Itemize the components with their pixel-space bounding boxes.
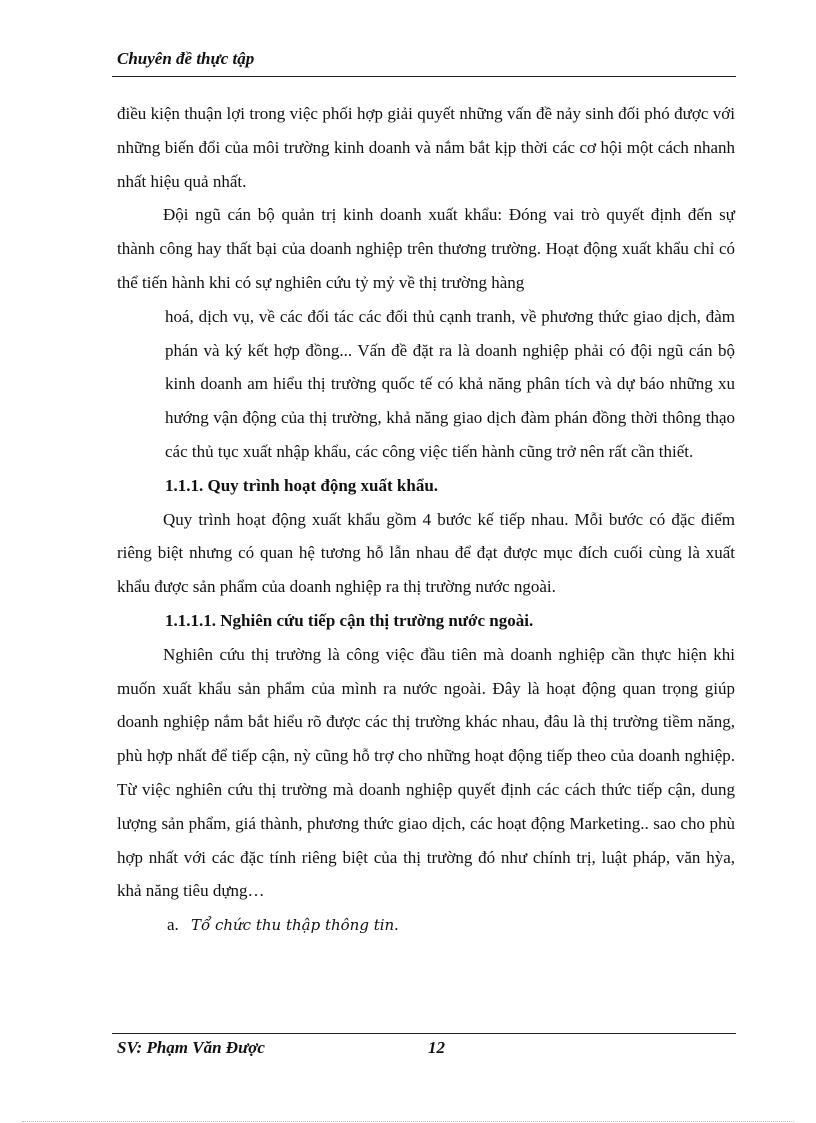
heading-market-research: 1.1.1.1. Nghiên cứu tiếp cận thị trường nước ngoài. — [165, 610, 534, 630]
page-bottom-edge — [22, 1121, 794, 1122]
header-title: Chuyên đề thực tập — [117, 49, 255, 68]
sub-item-period: . — [394, 915, 399, 935]
heading-export-process: 1.1.1. Quy trình hoạt động xuất khẩu. — [165, 475, 439, 495]
footer-student-name: SV: Phạm Văn Được — [117, 1038, 265, 1057]
paragraph-staff-continued: hoá, dịch vụ, về các đối tác các đối thủ cạnh tranh, về phương thức giao dịch, đàm phán và ký kết hợp đồng... Vấn đề đặt ra là doanh nghiệp phải có đội ngũ cán bộ kinh doanh am hiểu thị trường quốc tế có khả năng phân tích và dự báo những xu hướng vận động của thị trường, khả năng giao dịch đàm phán đồng thời thông thạo các thủ tục xuất nhập khẩu, các công việc tiến hành cũng trở nên rất cần thiết. — [165, 306, 735, 461]
body-text — [117, 97, 735, 943]
sub-item-marker: a. — [167, 915, 179, 935]
page-number: 12 — [428, 1038, 445, 1057]
paragraph-export-process: Quy trình hoạt động xuất khẩu gồm 4 bước kế tiếp nhau. Mỗi bước có đặc điểm riêng biệt nhưng có quan hệ tương hỗ lẫn nhau để đạt được mục đích cuối cùng là xuất khẩu được sản phẩm của doanh nghiệp ra thị trường nước ngoài. — [117, 509, 735, 597]
footer-rule — [112, 1033, 736, 1034]
sub-item-a — [117, 908, 735, 943]
paragraph-staff: Đội ngũ cán bộ quản trị kinh doanh xuất khẩu: Đóng vai trò quyết định đến sự thành công hay thất bại của doanh nghiệp trên thương trường. Hoạt động xuất khẩu chỉ có thể tiến hành khi có sự nghiên cứu tỷ mỷ về thị trường hàng — [117, 205, 735, 292]
paragraph-market-research: Nghiên cứu thị trường là công việc đầu tiên mà doanh nghiệp cần thực hiện khi muốn xuất khẩu sản phẩm của mình ra nước ngoài. Đây là hoạt động quan trọng giúp doanh nghiệp nắm bắt hiểu rõ được các thị trường khác nhau, đâu là thị trường tiềm năng, phù hợp nhất để tiếp cận, nỳ cũng hỗ trợ cho những hoạt động tiếp theo của doanh nghiệp. Từ việc nghiên cứu thị trường mà doanh nghiệp quyết định các cách thức tiếp cận, dung lượng sản phẩm, giá thành, phương thức giao dịch, các hoạt động Marketing.. sao cho phù hợp nhất với các đặc tính riêng biệt của thị trường đó như chính trị, luật pháp, văn hỳa, khả năng tiêu dựng… — [117, 644, 735, 901]
header-rule — [112, 76, 736, 77]
paragraph-continuation: điều kiện thuận lợi trong việc phối hợp giải quyết những vấn đề nảy sinh đối phó được với những biến đổi của môi trường kinh doanh và nắm bắt kịp thời các cơ hội một cách nhanh nhất hiệu quả nhất. — [117, 104, 735, 191]
sub-item-label: Tổ chức thu thập thông tin — [191, 916, 395, 935]
